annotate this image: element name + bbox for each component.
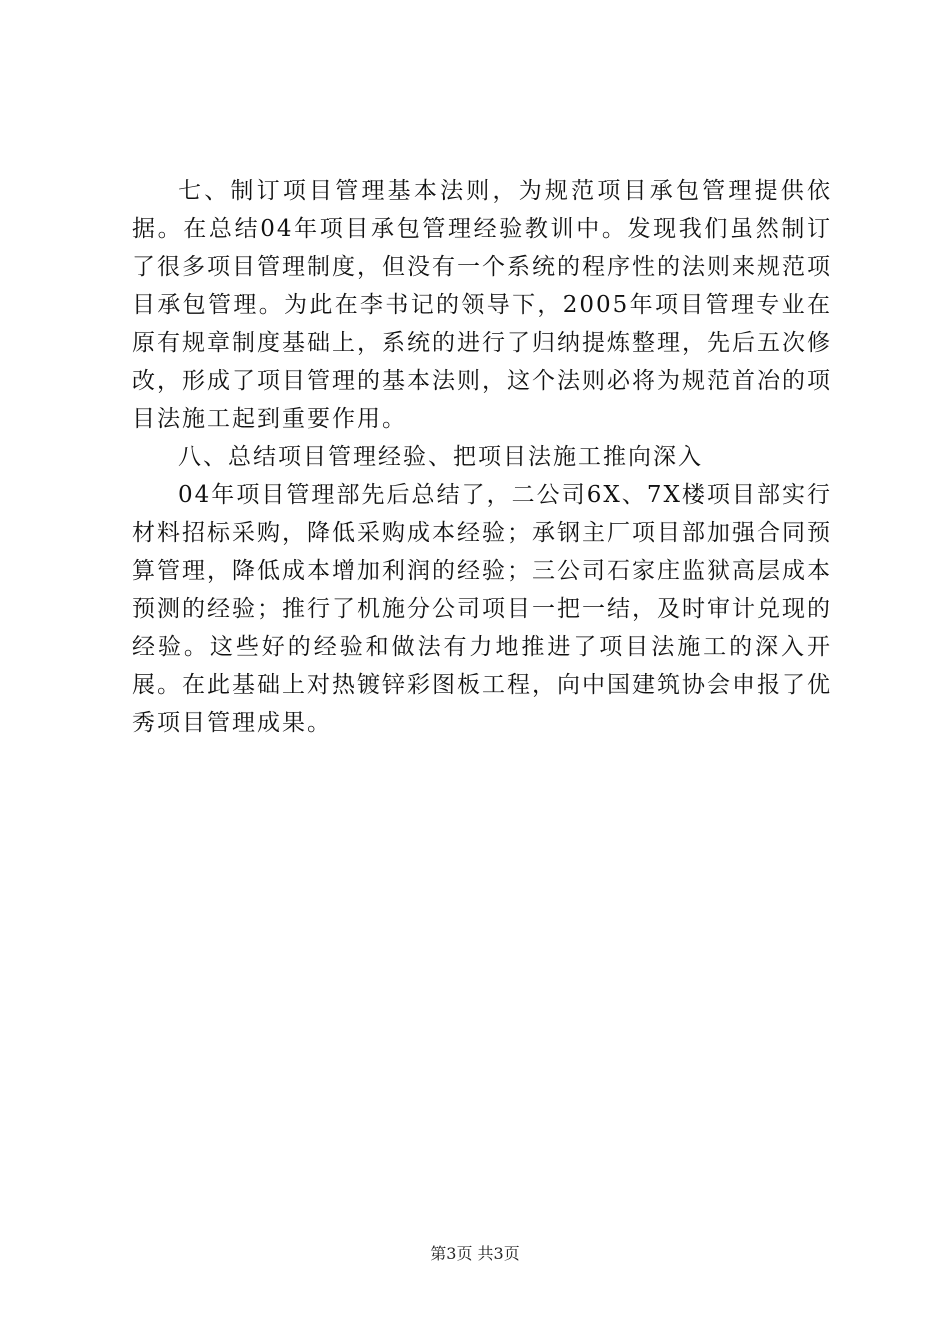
section-8-heading: 八、总结项目管理经验、把项目法施工推向深入 (178, 444, 703, 470)
document-body (132, 172, 832, 742)
paragraph-section-7: 七、制订项目管理基本法则，为规范项目承包管理提供依据。在总结04年项目承包管理经验教训中。发现我们虽然制订了很多项目管理制度，但没有一个系统的程序性的法则来规范项目承包管理。为此在李书记的领导下，2005年项目管理专业在原有规章制度基础上，系统的进行了归纳提炼整理，先后五次修改，形成了项目管理的基本法则，这个法则必将为规范首冶的项目法施工起到重要作用。 (132, 178, 832, 432)
page-footer: 第3页 共3页 (430, 1244, 520, 1263)
paragraph-section-8: 04年项目管理部先后总结了，二公司6X、7X楼项目部实行材料招标采购，降低采购成本经验；承钢主厂项目部加强合同预算管理，降低成本增加利润的经验；三公司石家庄监狱高层成本预测的经验；推行了机施分公司项目一把一结，及时审计兑现的经验。这些好的经验和做法有力地推进了项目法施工的深入开展。在此基础上对热镀锌彩图板工程，向中国建筑协会申报了优秀项目管理成果。 (132, 482, 832, 736)
